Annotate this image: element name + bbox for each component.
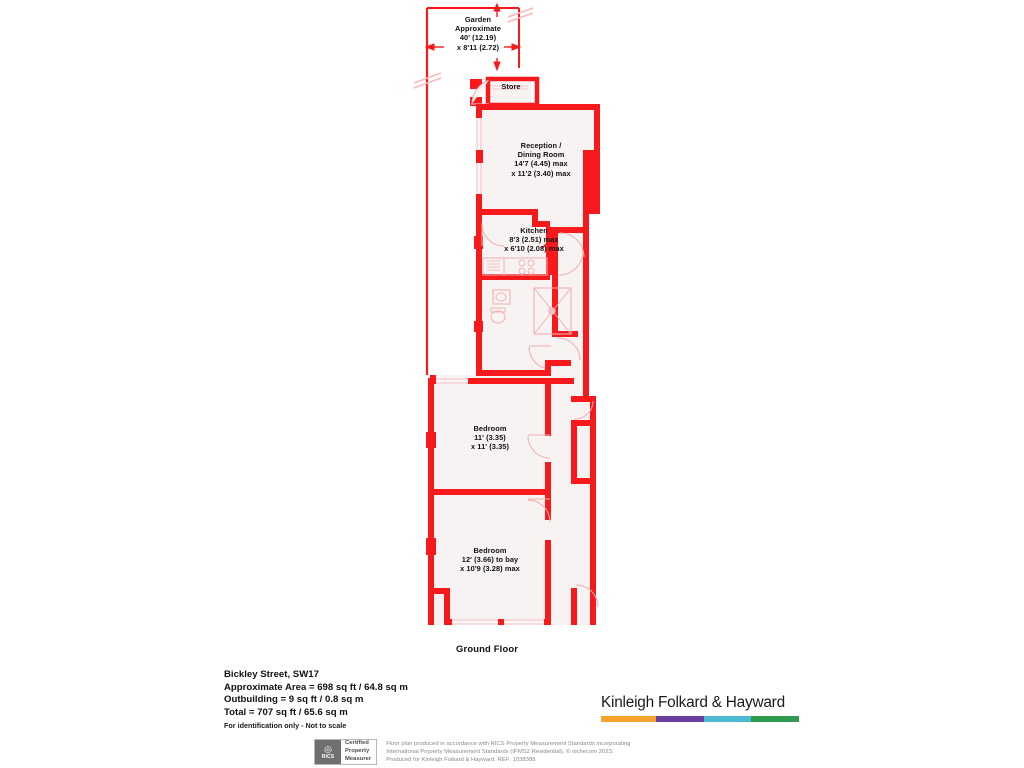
floor-caption: Ground Floor	[456, 643, 519, 654]
kitchen-line-3: x 6'10 (2.08) max	[504, 244, 564, 254]
room-label-store	[489, 82, 533, 91]
agency-logo	[601, 694, 801, 722]
bedroom1-line-1: Bedroom	[473, 424, 507, 433]
rics-seal-icon: ◎	[324, 743, 332, 754]
total-area: Total = 707 sq ft / 65.6 sq m	[224, 706, 348, 718]
scale-disclaimer: For identification only - Not to scale	[224, 721, 347, 731]
agency-color-bars	[601, 716, 799, 722]
rics-badge-line-1: Certified	[345, 740, 369, 747]
outbuilding-area: Outbuilding = 9 sq ft / 0.8 sq m	[224, 694, 364, 706]
reception-line-2: Dining Room	[517, 150, 565, 160]
rics-badge-line-2: Property	[345, 748, 370, 755]
rics-badge-text	[341, 740, 376, 764]
legal-disclaimer-text	[386, 739, 630, 764]
reception-line-1: Reception /	[520, 141, 562, 150]
legal-line-1: Floor plan produced in accordance with RICS Property Measurement Standards incorporating	[386, 741, 631, 747]
room-label-reception	[488, 141, 594, 178]
property-summary	[224, 669, 554, 730]
garden-line-3: 40' (12.19)	[459, 33, 497, 43]
legal-footer	[314, 739, 630, 765]
rics-certified-badge	[314, 739, 377, 765]
bedroom1-line-3: x 11' (3.35)	[471, 442, 509, 452]
bedroom2-line-2: 12' (3.66) to bay	[461, 555, 519, 565]
property-address: Bickley Street, SW17	[224, 669, 319, 680]
brand-bar-green	[751, 716, 799, 722]
bedroom2-line-3: x 10'9 (3.28) max	[460, 564, 520, 574]
kitchen-line-2: 8'3 (2.51) max	[509, 235, 559, 245]
agency-name: Kinleigh Folkard & Hayward	[601, 694, 785, 711]
store-line-1: Store	[501, 82, 521, 91]
bedroom2-line-1: Bedroom	[473, 546, 507, 555]
room-label-garden	[433, 15, 523, 52]
room-label-bedroom-1	[438, 424, 542, 452]
garden-line-1: Garden	[464, 15, 492, 24]
garden-line-4: x 8'11 (2.72)	[456, 42, 500, 52]
reception-line-3: 14'7 (4.45) max	[514, 159, 568, 169]
brand-bar-blue	[704, 716, 752, 722]
room-label-bedroom-2	[438, 546, 542, 574]
rics-logo-icon	[315, 740, 341, 764]
garden-line-2: Approximate	[455, 24, 501, 34]
kitchen-line-1: Kitchen	[520, 226, 548, 235]
legal-line-2: International Property Measurement Standards (IPMS2 Residential). © nichecom 2023.	[386, 749, 614, 756]
approximate-area: Approximate Area = 698 sq ft / 64.8 sq m	[224, 681, 408, 693]
rics-wordmark: RICS	[321, 753, 335, 760]
brand-bar-purple	[656, 716, 704, 722]
room-label-kitchen	[481, 226, 587, 254]
rics-badge-line-3: Measurer	[345, 755, 372, 762]
legal-line-3: Produced for Kinleigh Folkard & Hayward. REF: 1038388	[386, 757, 536, 764]
brand-bar-orange	[601, 716, 656, 722]
bedroom1-line-2: 11' (3.35)	[474, 433, 506, 443]
reception-line-4: x 11'2 (3.40) max	[511, 168, 571, 178]
